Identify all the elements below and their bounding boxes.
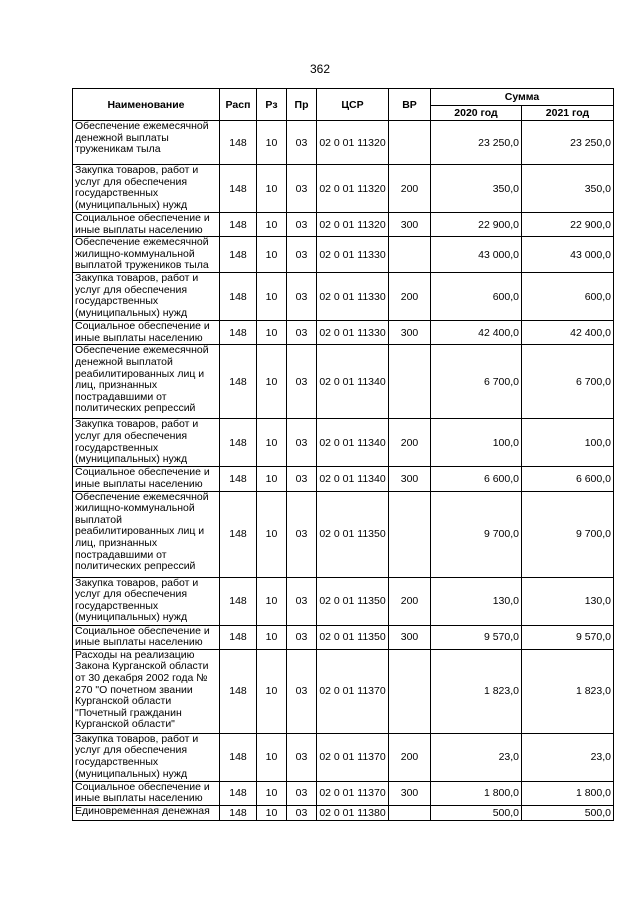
table-row xyxy=(73,625,614,649)
row-rz: 10 xyxy=(257,237,287,273)
row-amount-2021: 600,0 xyxy=(522,273,614,321)
row-rasp: 148 xyxy=(220,491,257,577)
table-row xyxy=(73,805,614,820)
header-pr: Пр xyxy=(287,89,317,121)
row-name: Закупка товаров, работ и услуг для обеспечения государственных (муниципальных) нужд xyxy=(73,273,220,321)
row-vr xyxy=(389,649,431,733)
row-pr: 03 xyxy=(287,213,317,237)
row-amount-2020: 1 823,0 xyxy=(431,649,522,733)
row-rasp: 148 xyxy=(220,165,257,213)
row-name: Закупка товаров, работ и услуг для обеспечения государственных (муниципальных) нужд xyxy=(73,577,220,625)
row-vr xyxy=(389,345,431,419)
row-amount-2021: 43 000,0 xyxy=(522,237,614,273)
header-sum: Сумма xyxy=(431,89,614,106)
table-row xyxy=(73,165,614,213)
row-name: Единовременная денежная xyxy=(73,805,220,820)
table-row xyxy=(73,467,614,491)
row-rasp: 148 xyxy=(220,213,257,237)
row-amount-2020: 6 700,0 xyxy=(431,345,522,419)
row-vr: 300 xyxy=(389,467,431,491)
header-name: Наименование xyxy=(73,89,220,121)
table-row xyxy=(73,781,614,805)
row-rz: 10 xyxy=(257,419,287,467)
row-csr: 02 0 01 11340 xyxy=(317,345,389,419)
row-amount-2020: 130,0 xyxy=(431,577,522,625)
row-amount-2021: 42 400,0 xyxy=(522,321,614,345)
row-name: Социальное обеспечение и иные выплаты населению xyxy=(73,625,220,649)
row-pr: 03 xyxy=(287,345,317,419)
row-vr: 300 xyxy=(389,625,431,649)
row-vr: 300 xyxy=(389,781,431,805)
row-amount-2020: 1 800,0 xyxy=(431,781,522,805)
row-amount-2021: 22 900,0 xyxy=(522,213,614,237)
row-pr: 03 xyxy=(287,121,317,165)
row-rasp: 148 xyxy=(220,237,257,273)
row-name: Обеспечение ежемесячной жилищно-коммунальной выплатой тружеников тыла xyxy=(73,237,220,273)
row-rasp: 148 xyxy=(220,625,257,649)
table-row xyxy=(73,491,614,577)
table-row xyxy=(73,121,614,165)
row-rasp: 148 xyxy=(220,419,257,467)
row-amount-2021: 130,0 xyxy=(522,577,614,625)
row-amount-2021: 500,0 xyxy=(522,805,614,820)
row-amount-2020: 9 570,0 xyxy=(431,625,522,649)
row-amount-2021: 23,0 xyxy=(522,733,614,781)
row-vr xyxy=(389,121,431,165)
budget-table xyxy=(72,88,614,821)
row-rz: 10 xyxy=(257,805,287,820)
row-amount-2020: 9 700,0 xyxy=(431,491,522,577)
row-pr: 03 xyxy=(287,237,317,273)
row-vr: 200 xyxy=(389,165,431,213)
row-vr: 200 xyxy=(389,273,431,321)
table-row xyxy=(73,213,614,237)
row-pr: 03 xyxy=(287,491,317,577)
row-amount-2020: 22 900,0 xyxy=(431,213,522,237)
row-csr: 02 0 01 11350 xyxy=(317,625,389,649)
row-rz: 10 xyxy=(257,491,287,577)
table-row xyxy=(73,577,614,625)
row-rz: 10 xyxy=(257,467,287,491)
row-vr: 200 xyxy=(389,419,431,467)
row-amount-2020: 500,0 xyxy=(431,805,522,820)
row-csr: 02 0 01 11370 xyxy=(317,649,389,733)
row-name: Закупка товаров, работ и услуг для обеспечения государственных (муниципальных) нужд xyxy=(73,733,220,781)
row-vr: 300 xyxy=(389,213,431,237)
header-year-2020: 2020 год xyxy=(431,106,522,121)
row-rz: 10 xyxy=(257,625,287,649)
row-rasp: 148 xyxy=(220,345,257,419)
row-pr: 03 xyxy=(287,577,317,625)
row-amount-2020: 23,0 xyxy=(431,733,522,781)
row-pr: 03 xyxy=(287,625,317,649)
table-row xyxy=(73,733,614,781)
row-vr xyxy=(389,805,431,820)
table-row xyxy=(73,273,614,321)
row-csr: 02 0 01 11320 xyxy=(317,121,389,165)
row-pr: 03 xyxy=(287,733,317,781)
row-amount-2020: 43 000,0 xyxy=(431,237,522,273)
row-vr xyxy=(389,491,431,577)
row-vr: 200 xyxy=(389,577,431,625)
row-csr: 02 0 01 11340 xyxy=(317,467,389,491)
row-rz: 10 xyxy=(257,649,287,733)
row-name: Закупка товаров, работ и услуг для обеспечения государственных (муниципальных) нужд xyxy=(73,165,220,213)
row-rasp: 148 xyxy=(220,467,257,491)
row-name: Обеспечение ежемесячной жилищно-коммунальной выплатой реабилитированных лиц и лиц, признанных пострадавшими от политических репрессий xyxy=(73,491,220,577)
header-vr: ВР xyxy=(389,89,431,121)
row-amount-2021: 1 823,0 xyxy=(522,649,614,733)
row-rz: 10 xyxy=(257,121,287,165)
row-pr: 03 xyxy=(287,419,317,467)
row-rasp: 148 xyxy=(220,781,257,805)
row-vr xyxy=(389,237,431,273)
row-amount-2020: 350,0 xyxy=(431,165,522,213)
row-amount-2020: 6 600,0 xyxy=(431,467,522,491)
table-row xyxy=(73,237,614,273)
row-rz: 10 xyxy=(257,345,287,419)
header-year-2021: 2021 год xyxy=(522,106,614,121)
row-rz: 10 xyxy=(257,733,287,781)
table-row xyxy=(73,345,614,419)
row-amount-2021: 6 600,0 xyxy=(522,467,614,491)
row-rz: 10 xyxy=(257,577,287,625)
row-name: Обеспечение ежемесячной денежной выплаты труженикам тыла xyxy=(73,121,220,165)
row-csr: 02 0 01 11380 xyxy=(317,805,389,820)
row-pr: 03 xyxy=(287,165,317,213)
row-name: Социальное обеспечение и иные выплаты населению xyxy=(73,321,220,345)
table-row xyxy=(73,649,614,733)
row-pr: 03 xyxy=(287,805,317,820)
row-csr: 02 0 01 11330 xyxy=(317,273,389,321)
row-name: Расходы на реализацию Закона Курганской области от 30 декабря 2002 года № 270 "О почетном звании Курганской области "Почетный гражданин Курганской области" xyxy=(73,649,220,733)
row-pr: 03 xyxy=(287,467,317,491)
row-csr: 02 0 01 11340 xyxy=(317,419,389,467)
row-csr: 02 0 01 11370 xyxy=(317,781,389,805)
row-rasp: 148 xyxy=(220,321,257,345)
header-csr: ЦСР xyxy=(317,89,389,121)
row-rasp: 148 xyxy=(220,121,257,165)
row-name: Социальное обеспечение и иные выплаты населению xyxy=(73,213,220,237)
page-number: 362 xyxy=(309,62,331,76)
row-rasp: 148 xyxy=(220,805,257,820)
row-amount-2021: 1 800,0 xyxy=(522,781,614,805)
row-amount-2020: 42 400,0 xyxy=(431,321,522,345)
row-rz: 10 xyxy=(257,165,287,213)
row-rz: 10 xyxy=(257,213,287,237)
table-row xyxy=(73,419,614,467)
row-amount-2021: 6 700,0 xyxy=(522,345,614,419)
header-rasp: Расп xyxy=(220,89,257,121)
row-pr: 03 xyxy=(287,649,317,733)
row-vr: 200 xyxy=(389,733,431,781)
row-amount-2020: 100,0 xyxy=(431,419,522,467)
row-rz: 10 xyxy=(257,321,287,345)
row-name: Обеспечение ежемесячной денежной выплатой реабилитированных лиц и лиц, признанных пострадавшими от политических репрессий xyxy=(73,345,220,419)
row-pr: 03 xyxy=(287,321,317,345)
row-csr: 02 0 01 11320 xyxy=(317,165,389,213)
row-amount-2021: 9 570,0 xyxy=(522,625,614,649)
table-row xyxy=(73,321,614,345)
row-vr: 300 xyxy=(389,321,431,345)
row-rasp: 148 xyxy=(220,649,257,733)
header-rz: Рз xyxy=(257,89,287,121)
row-amount-2021: 9 700,0 xyxy=(522,491,614,577)
row-csr: 02 0 01 11370 xyxy=(317,733,389,781)
row-rz: 10 xyxy=(257,781,287,805)
row-name: Социальное обеспечение и иные выплаты населению xyxy=(73,467,220,491)
row-amount-2021: 23 250,0 xyxy=(522,121,614,165)
row-csr: 02 0 01 11320 xyxy=(317,213,389,237)
header-row xyxy=(73,89,614,106)
row-csr: 02 0 01 11350 xyxy=(317,577,389,625)
row-rasp: 148 xyxy=(220,733,257,781)
row-amount-2021: 350,0 xyxy=(522,165,614,213)
row-name: Социальное обеспечение и иные выплаты населению xyxy=(73,781,220,805)
row-name: Закупка товаров, работ и услуг для обеспечения государственных (муниципальных) нужд xyxy=(73,419,220,467)
row-amount-2020: 600,0 xyxy=(431,273,522,321)
row-amount-2021: 100,0 xyxy=(522,419,614,467)
row-csr: 02 0 01 11330 xyxy=(317,237,389,273)
row-rz: 10 xyxy=(257,273,287,321)
row-rasp: 148 xyxy=(220,273,257,321)
row-rasp: 148 xyxy=(220,577,257,625)
row-amount-2020: 23 250,0 xyxy=(431,121,522,165)
table-body xyxy=(73,121,614,821)
row-pr: 03 xyxy=(287,781,317,805)
row-csr: 02 0 01 11350 xyxy=(317,491,389,577)
row-csr: 02 0 01 11330 xyxy=(317,321,389,345)
row-pr: 03 xyxy=(287,273,317,321)
